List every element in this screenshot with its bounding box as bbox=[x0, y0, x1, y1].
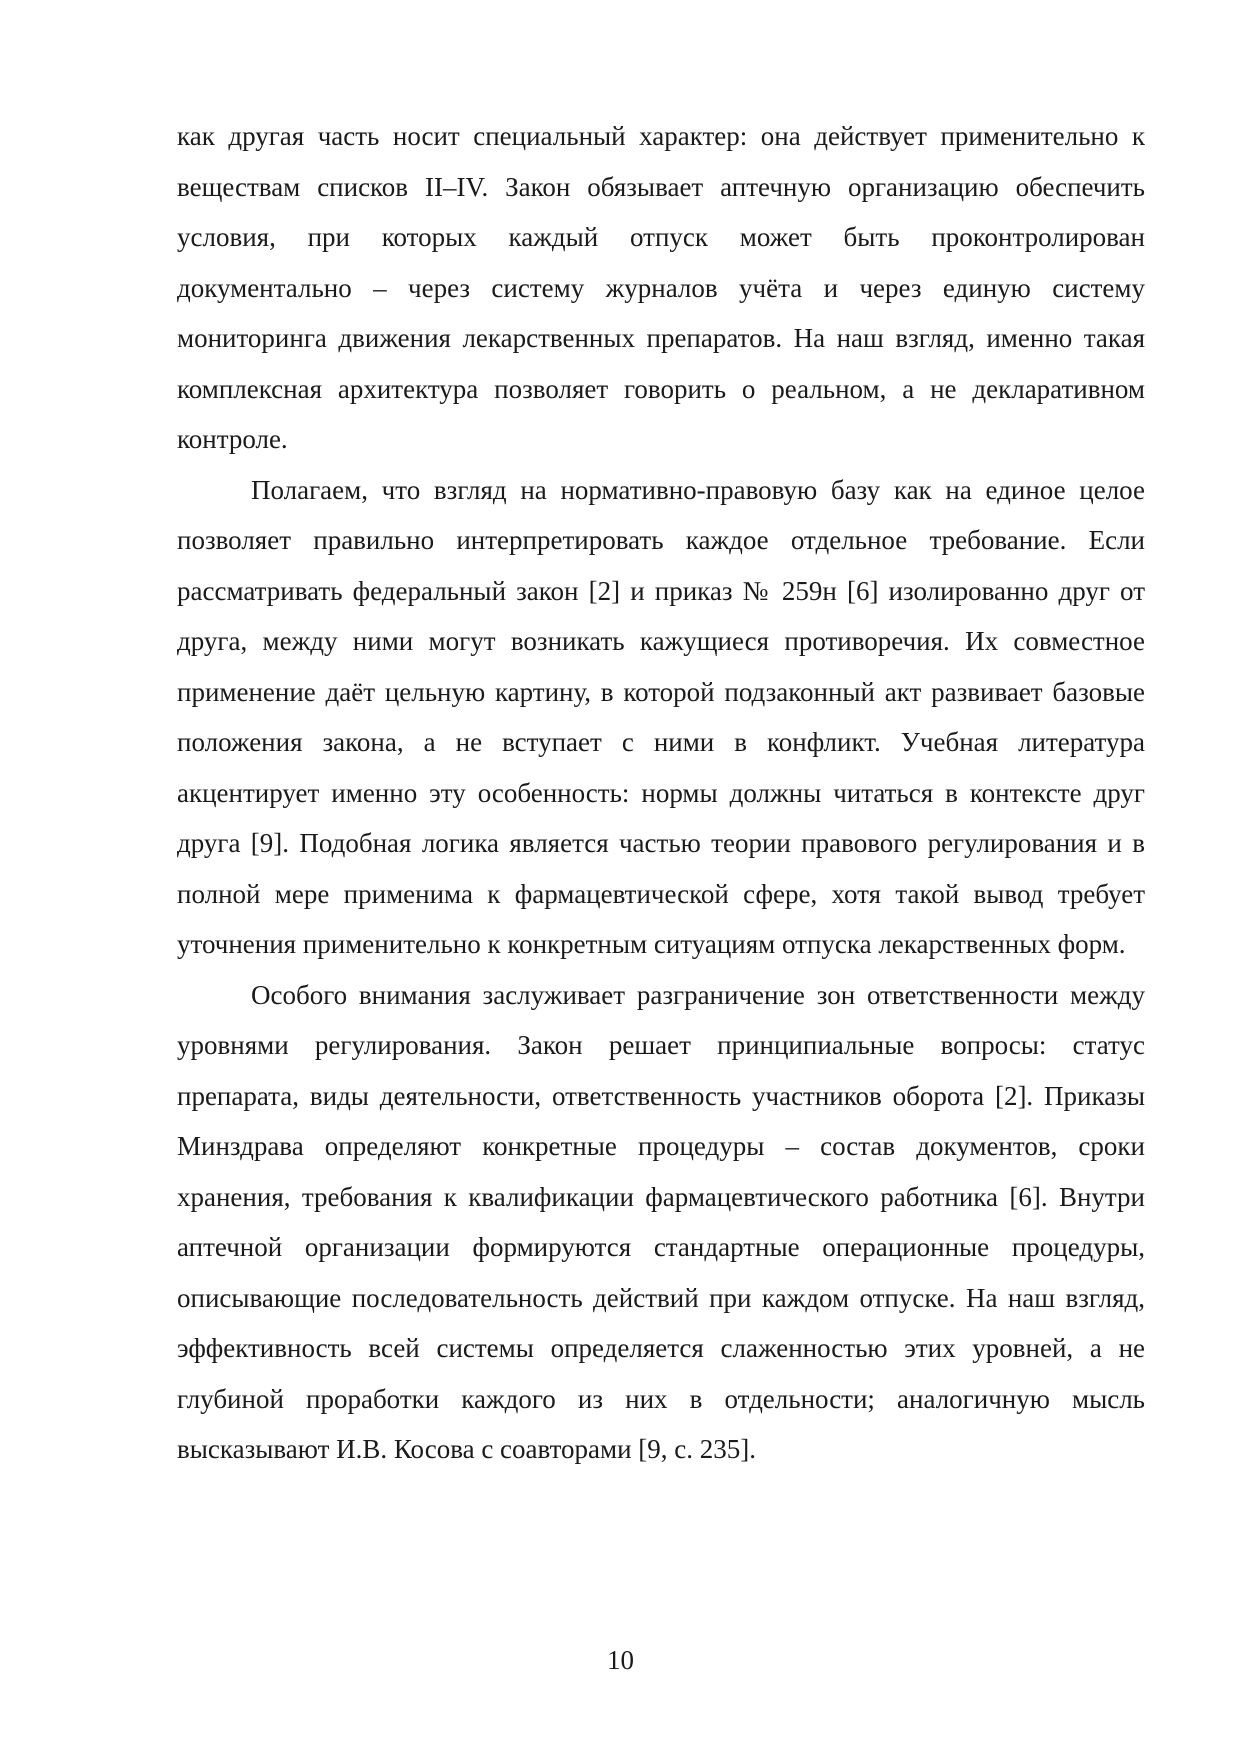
paragraph-1: как другая часть носит специальный характер: она действует применительно к веществам списков II–IV. Закон обязывает аптечную организацию обеспечить условия, при которых каждый отпуск может быть проконтролирован документально – через систему журналов учёта и через единую систему мониторинга движения лекарственных препаратов. На наш взгляд, именно такая комплексная архитектура позволяет говорить о реальном, а не декларативном контроле. bbox=[177, 121, 1145, 454]
document-body bbox=[177, 111, 1145, 1475]
page-number: 10 bbox=[607, 1645, 634, 1675]
paragraph-3: Особого внимания заслуживает разграничение зон ответственности между уровнями регулирования. Закон решает принципиальные вопросы: статус препарата, виды деятельности, ответственность участников оборота [2]. Приказы Минздрава определяют конкретные процедуры – состав документов, сроки хранения, требования к квалификации фармацевтического работника [6]. Внутри аптечной организации формируются стандартные операционные процедуры, описывающие последовательность действий при каждом отпуске. На наш взгляд, эффективность всей системы определяется слаженностью этих уровней, а не глубиной проработки каждого из них в отдельности; аналогичную мысль высказывают И.В. Косова с соавторами [9, с. 235]. bbox=[177, 979, 1145, 1464]
paragraph-2: Полагаем, что взгляд на нормативно-правовую базу как на единое целое позволяет правильно интерпретировать каждое отдельное требование. Если рассматривать федеральный закон [2] и приказ № 259н [6] изолированно друг от друга, между ними могут возникать кажущиеся противоречия. Их совместное применение даёт цельную картину, в которой подзаконный акт развивает базовые положения закона, а не вступает с ними в конфликт. Учебная литература акцентирует именно эту особенность: нормы должны читаться в контексте друг друга [9]. Подобная логика является частью теории правового регулирования и в полной мере применима к фармацевтической сфере, хотя такой вывод требует уточнения применительно к конкретным ситуациям отпуска лекарственных форм. bbox=[177, 474, 1145, 959]
